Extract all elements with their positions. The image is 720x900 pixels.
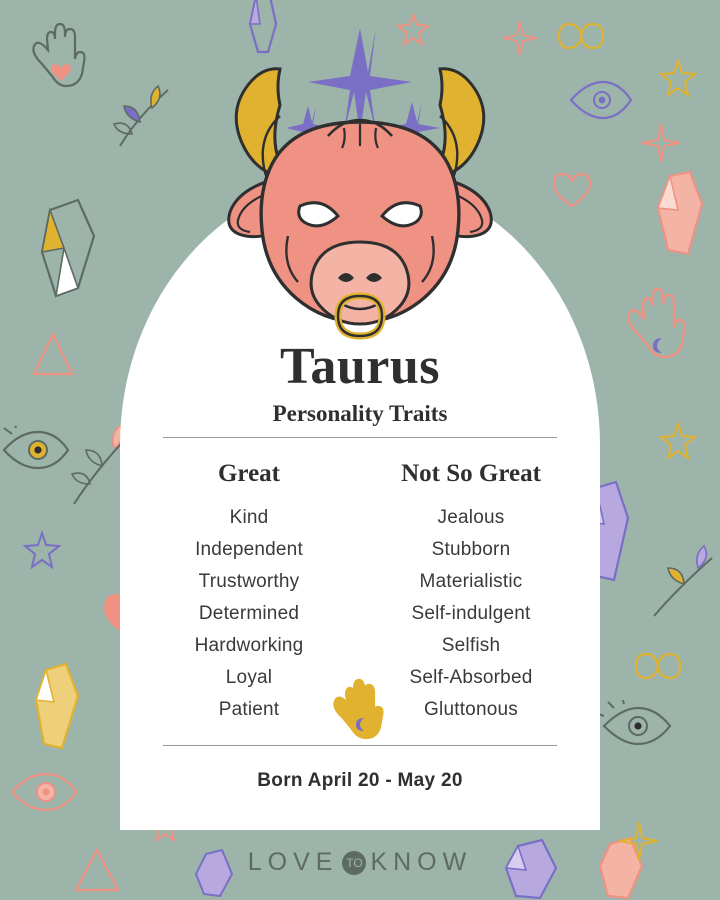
- brand-middle: TO: [342, 851, 366, 875]
- infinity-icon: [624, 646, 684, 686]
- traits-column-not-so-great: [362, 460, 580, 726]
- trait-item: Gluttonous: [424, 699, 518, 720]
- trait-item: Stubborn: [431, 539, 511, 560]
- taurus-bull-illustration: [0, 10, 720, 360]
- trait-item: Self-indulgent: [411, 603, 531, 624]
- hamsa-hand-icon: [330, 678, 392, 748]
- trait-item: Trustworthy: [198, 571, 300, 592]
- star-icon: [656, 420, 700, 464]
- traits-heading: Not So Great: [401, 460, 541, 487]
- traits-heading: Great: [217, 460, 280, 487]
- brand-logo: [0, 848, 720, 877]
- evil-eye-icon: [8, 768, 80, 816]
- evil-eye-icon: [0, 426, 72, 474]
- trait-item: Selfish: [441, 635, 501, 656]
- evil-eye-icon: [598, 700, 676, 752]
- trait-item: Loyal: [225, 667, 273, 688]
- divider-top: [163, 437, 557, 438]
- title-block: [120, 340, 600, 427]
- page-subtitle: Personality Traits: [272, 400, 448, 426]
- trait-item: Independent: [195, 539, 303, 560]
- trait-item: Hardworking: [194, 635, 304, 656]
- trait-item: Self-Absorbed: [409, 667, 533, 688]
- trait-item: Determined: [198, 603, 300, 624]
- trait-item: Jealous: [437, 507, 505, 528]
- star-icon: [22, 530, 62, 570]
- brand-part1: LOVE: [247, 848, 339, 876]
- leaf-branch-icon: [650, 540, 720, 620]
- trait-item: Kind: [229, 507, 269, 528]
- bull-muzzle: [311, 242, 409, 324]
- brand-part2: KNOW: [370, 848, 473, 876]
- born-dates: Born April 20 - May 20: [257, 770, 463, 791]
- traits-column-great: [140, 460, 358, 726]
- star-icon: [308, 28, 412, 134]
- crystal-icon: [28, 660, 88, 756]
- trait-item: Materialistic: [419, 571, 523, 592]
- trait-item: Patient: [218, 699, 280, 720]
- page-title: Taurus: [279, 338, 441, 395]
